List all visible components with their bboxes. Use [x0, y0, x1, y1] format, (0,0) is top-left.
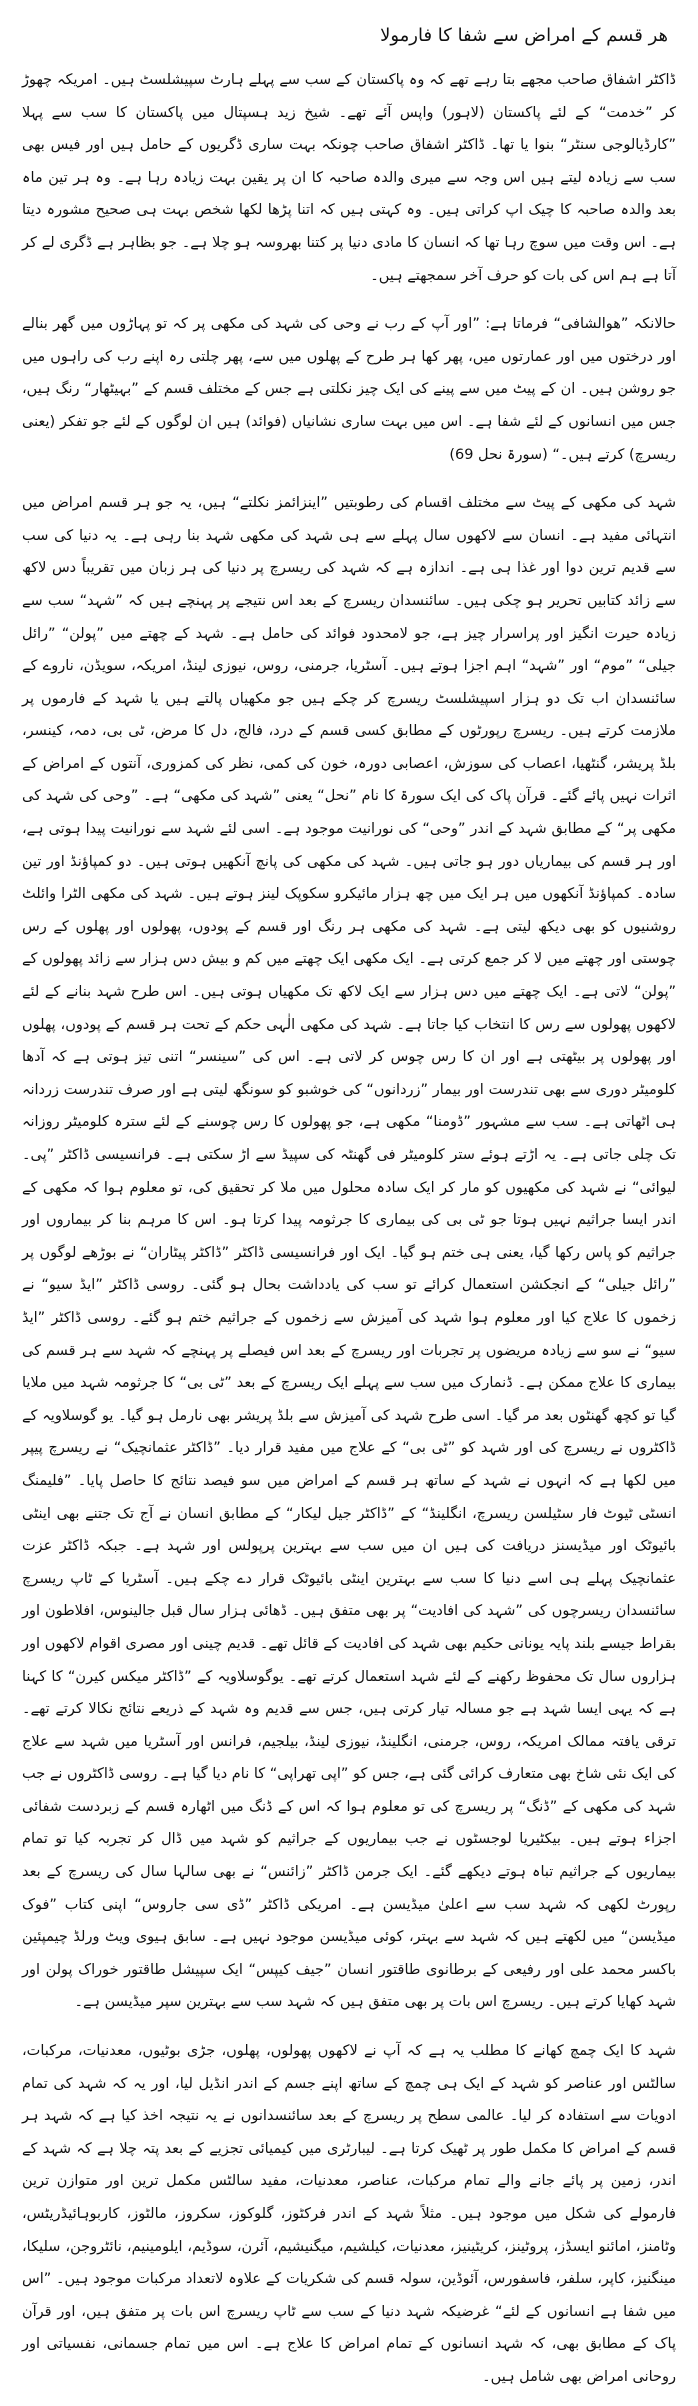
paragraph-spacer — [22, 2025, 676, 2035]
paragraph-spacer — [22, 298, 676, 308]
article-paragraph: حالانکہ ”ھوالشافی“ فرماتا ہے: ”اور آپ کے رب نے وحی کی شہد کی مکھی پر کہ تو پہاڑوں میں گھر بنالے اور درختوں میں اور عمارتوں میں، پھر کھا ہر طرح کے پھلوں میں سے، پھر چلتی رہ اپنے رب کی راہوں میں جو روشن ہیں۔ ان کے پیٹ میں سے پینے کی ایک چیز نکلتی ہے جس کے مختلف قسم کے ”بہیٹھار“ رنگ ہیں، جس میں انسانوں کے لئے شفا ہے۔ اس میں بہت ساری نشانیاں (فوائد) ہیں ان لوگوں کے لئے جو تفکر (یعنی ریسرچ) کرتے ہیں۔“ (سورۃ نحل 69) — [22, 316, 676, 463]
article-paragraph: شہد کا ایک چمچ کھانے کا مطلب یہ ہے کہ آپ نے لاکھوں پھولوں، پھلوں، جڑی بوٹیوں، معدنیات، مرکبات، سالٹس اور عناصر کو شہد کے ایک ہی چمچ کے ساتھ اپنے جسم کے اندر انڈیل لیا، اور یہ کہ شہد کی تمام ادویات سے استفادہ کر لیا۔ عالمی سطح پر ریسرچ کے بعد سائنسدانوں نے یہ نتیجہ اخذ کیا ہے کہ شہد ہر قسم کے امراض کا مکمل طور پر ٹھیک کرتا ہے۔ لیبارٹری میں کیمیائی تجزیے کے بعد پتہ چلا ہے کہ شہد کے اندر، زمین پر پائے جانے والے تمام مرکبات، عناصر، معدنیات، مفید سالٹس مکمل ترین اور متوازن ترین فارمولے کی شکل میں موجود ہیں۔ مثلاً شہد کے اندر فرکٹوز، گلوکوز، سکروز، مالٹوز، کاربوہائیڈریٹس، وٹامنز، امائنو ایسڈز، پروٹینز، کریٹینیز، معدنیات، کیلشیم، میگنیشیم، آئرن، سوڈیم، ایلومینیم، نائٹروجن، سلیکا، مینگنیز، کاپر، سلفر، فاسفورس، آئوڈین، سولہ قسم کی شکریات کے علاوہ لاتعداد مرکبات موجود ہیں۔ ”اس میں شفا ہے انسانوں کے لئے“ غرضیکہ شہد دنیا کے سب سے ٹاپ ریسرچ اس بات پر متفق ہیں، اور قرآن پاک کے مطابق بھی، کہ شہد انسانوں کے تمام امراض کا علاج ہے۔ اس میں تمام جسمانی، نفسیاتی اور روحانی امراض بھی شامل ہیں۔ — [22, 2043, 676, 2385]
paragraph-spacer — [22, 477, 676, 487]
article-paragraph: ڈاکٹر اشفاق صاحب مجھے بتا رہے تھے کہ وہ پاکستان کے سب سے پہلے ہارٹ سپیشلسٹ ہیں۔ امریکہ چھوڑ کر ”خدمت“ کے لئے پاکستان (لاہور) واپس آئے تھے۔ شیخ زید ہسپتال میں پاکستان کا سب سے پہلا ”کارڈیالوجی سنٹر“ بنوا یا تھا۔ ڈاکٹر اشفاق صاحب چونکہ بہت ساری ڈگریوں کے حامل ہیں اور فیس بھی سب سے زیادہ لیتے ہیں اس وجہ سے میری والدہ صاحبہ کا ان پر یقین بہت زیادہ رہا ہے۔ وہ ہر تین ماہ بعد والدہ صاحبہ کا چیک اپ کراتی ہیں۔ وہ کہتی ہیں کہ اتنا پڑھا لکھا شخص بہت ہی صحیح مشورہ دیتا ہے۔ اس وقت میں سوچ رہا تھا کہ انسان کا مادی دنیا پر کتنا بھروسہ ہو چلا ہے۔ جو بظاہر ہے ڈگری لے کر آتا ہے ہم اس کی بات کو حرف آخر سمجھتے ہیں۔ — [22, 72, 676, 284]
article-title: ھر قسم کے امراض سے شفا کا فارمولا — [380, 25, 668, 46]
article-paragraph: شہد کی مکھی کے پیٹ سے مختلف اقسام کی رطوبتیں ”اینزائمز نکلتے“ ہیں، یہ جو ہر قسم امراض میں انتہائی مفید ہے۔ انسان سے لاکھوں سال پہلے سے ہی شہد کی مکھی شہد بنا رہی ہے۔ یہ دنیا کی سب سے قدیم ترین دوا اور غذا ہی ہے۔ اندازہ ہے کہ شہد کی ریسرچ پر دنیا کی ہر زبان میں تقریباً دس لاکھ سے زائد کتابیں تحریر ہو چکی ہیں۔ سائنسدان ریسرچ کے بعد اس نتیجے پر پہنچے ہیں کہ ”شہد“ سب سے زیادہ حیرت انگیز اور پراسرار چیز ہے، جو لامحدود فوائد کی حامل ہے۔ شہد کے چھتے میں ”پولن“ ”رائل جیلی“ ”موم“ اور ”شہد“ اہم اجزا ہوتے ہیں۔ آسٹریا، جرمنی، روس، نیوزی لینڈ، امریکہ، سویڈن، ناروے کے سائنسدان اب تک دو ہزار اسپیشلسٹ ریسرچ کر چکے ہیں جو مکھیاں پالتے ہیں یا شہد کے فارموں پر ملازمت کرتے ہیں۔ ریسرچ رپورٹوں کے مطابق کسی قسم کے درد، فالج، دل کا مرض، ٹی بی، دمہ، کینسر، بلڈ پریشر، گنٹھیا، اعصاب کی سوزش، اعصابی دورہ، خون کی کمی، نظر کی کمزوری، آنتوں کے امراض کے اثرات نہیں پائے گئے۔ قرآن پاک کی ایک سورۃ کا نام ”نحل“ یعنی ”شہد کی مکھی“ ہے۔ ”وحی کی شہد کی مکھی پر“ کے مطابق شہد کے اندر ”وحی“ کی نورانیت موجود ہے۔ اسی لئے شہد سے نورانیت پیدا ہوتی ہے، اور ہر قسم کی بیماریاں دور ہو جاتی ہیں۔ شہد کی مکھی کی پانچ آنکھیں ہوتی ہیں۔ دو کمپاؤنڈ اور تین سادہ۔ کمپاؤنڈ آنکھوں میں ہر ایک میں چھ ہزار مائیکرو سکوپک لینز ہوتے ہیں۔ شہد کی مکھی الٹرا وائلٹ روشنیوں کو بھی دیکھ لیتی ہے۔ شہد کی مکھی ہر رنگ اور قسم کے پودوں، پھولوں اور پھلوں کے رس چوستی اور چھتے میں لا کر جمع کرتی ہے۔ ایک مکھی ایک چھتے میں کم و بیش دس ہزار سے زائد پھولوں کے ”پولن“ لاتی ہے۔ ایک چھتے میں دس ہزار سے ایک لاکھ تک مکھیاں ہوتی ہیں۔ اس طرح شہد بنانے کے لئے لاکھوں پھولوں سے رس کا انتخاب کیا جاتا ہے۔ شہد کی مکھی الٰہی حکم کے تحت ہر قسم کے پودوں، پھلوں اور پھولوں پر بیٹھتی ہے اور ان کا رس چوس کر لاتی ہے۔ اس کی ”سینسر“ اتنی تیز ہوتی ہے کہ آدھا کلومیٹر دوری سے بھی تندرست اور بیمار ”زردانوں“ کی خوشبو کو سونگھ لیتی ہے اور صرف تندرست زردانہ ہی اٹھاتی ہے۔ سب سے مشہور ”ڈومنا“ مکھی ہے، جو پھولوں کا رس چوسنے کے لئے سترہ کلومیٹر روزانہ تک چلی جاتی ہے۔ یہ اڑتے ہوئے ستر کلومیٹر فی گھنٹہ کی سپیڈ سے اڑ سکتی ہے۔ فرانسیسی ڈاکٹر ”پی۔ لیوائی“ نے شہد کی مکھیوں کو مار کر ایک سادہ محلول میں ملا کر تحقیق کی، تو معلوم ہوا کہ مکھی کے اندر ایسا جراثیم نہیں ہوتا جو ٹی بی کی بیماری کا جرثومہ پیدا کرتا ہو۔ اس کا مرہم بنا کر بیماروں اور جراثیم کو پاس رکھا گیا، یعنی ہی ختم ہو گیا۔ ایک اور فرانسیسی ڈاکٹر ”ڈاکٹر پیٹاران“ نے بوڑھے لوگوں پر ”رائل جیلی“ کے انجکشن استعمال کرائے تو سب کی یادداشت بحال ہو گئی۔ روسی ڈاکٹر ”ایڈ سیو“ نے زخموں کا علاج کیا اور معلوم ہوا شہد کی آمیزش سے زخموں کے جراثیم ختم ہو گئے۔ روسی ڈاکٹر ”ایڈ سیو“ نے سو سے زیادہ مریضوں پر تجربات اور ریسرچ کے بعد اس فیصلے پر پہنچے کہ شہد سے ہر قسم کی بیماری کا علاج ممکن ہے۔ ڈنمارک میں سب سے پہلے ایک ریسرچ کے بعد ”ٹی بی“ کا جرثومہ شہد میں ملایا گیا تو کچھ گھنٹوں بعد مر گیا۔ اسی طرح شہد کی آمیزش سے بلڈ پریشر بھی نارمل ہو گیا۔ یو گوسلاویہ کے ڈاکٹروں نے ریسرچ کی اور شہد کو ”ٹی بی“ کے علاج میں مفید قرار دیا۔ ”ڈاکٹر عثمانچیک“ نے ریسرچ پیپر میں لکھا ہے کہ انہوں نے شہد کے ساتھ ہر قسم کے امراض میں سو فیصد نتائج کا حاصل پایا۔ ”فلیمنگ انسٹی ٹیوٹ فار سٹیلسن ریسرچ، انگلینڈ“ کے ”ڈاکٹر جیل لیکار“ کے مطابق انسان نے آج تک جتنے بھی اینٹی بائیوٹک اور میڈیسنز دریافت کی ہیں ان میں سب سے بہترین پرپولس اور شہد ہے۔ جبکہ ڈاکٹر عزت عثمانچیک پہلے ہی اسے دنیا کا سب سے بہترین اینٹی بائیوٹک قرار دے چکے ہیں۔ آسٹریا کے ٹاپ ریسرچ سائنسدان ریسرچوں کی ”شہد کی افادیت“ پر بھی متفق ہیں۔ ڈھائی ہزار سال قبل جالینوس، افلاطون اور بقراط جیسے بلند پایہ یونانی حکیم بھی شہد کی افادیت کے قائل تھے۔ قدیم چینی اور مصری اقوام لاکھوں اور ہزاروں سال تک محفوظ رکھنے کے لئے شہد استعمال کرتے تھے۔ یوگوسلاویہ کے ”ڈاکٹر میکس کیرن“ کا کہنا ہے کہ یہی ایسا شہد ہے جو مسالہ تیار کرتی ہیں، جس سے قدیم وہ شہد کے ذریعے نتائج نکالا کرتے تھے۔ ترقی یافتہ ممالک امریکہ، روس، جرمنی، انگلینڈ، نیوزی لینڈ، بیلجیم، فرانس اور آسٹریا میں شہد سے علاج کی ایک نئی شاخ بھی متعارف کرائی گئی ہے، جس کو ”اپی تھراپی“ کا نام دیا گیا ہے۔ روسی ڈاکٹروں نے جب شہد کی مکھی کے ”ڈنگ“ پر ریسرچ کی تو معلوم ہوا کہ اس کے ڈنگ میں اٹھارہ قسم کے زبردست شفائی اجزاء ہوتے ہیں۔ بیکٹیریا لوجسٹوں نے جب بیماریوں کے جراثیم کو شہد میں ڈال کر تجربہ کیا تو تمام بیماریوں کے جراثیم تباہ ہوتے دیکھے گئے۔ ایک جرمن ڈاکٹر ”زائنس“ نے بھی سالہا سال کی ریسرچ کے بعد رپورٹ لکھی کہ شہد سب سے اعلیٰ میڈیسن ہے۔ امریکی ڈاکٹر ”ڈی سی جاروس“ اپنی کتاب ”فوک میڈیسن“ میں لکھتے ہیں کہ شہد سے بہتر، کوئی میڈیسن موجود نہیں ہے۔ سابق ہیوی ویٹ ورلڈ چیمپئین باکسر محمد علی اور رفیعی کے برطانوی طاقتور انسان ”جیف کیپس“ ایک سپیشل طاقتور خوراک پولن اور شہد کھایا کرتے ہیں۔ ریسرچ اس بات پر بھی متفق ہیں کہ شہد سب سے بہترین سپر میڈیسن ہے۔ — [22, 495, 676, 2011]
